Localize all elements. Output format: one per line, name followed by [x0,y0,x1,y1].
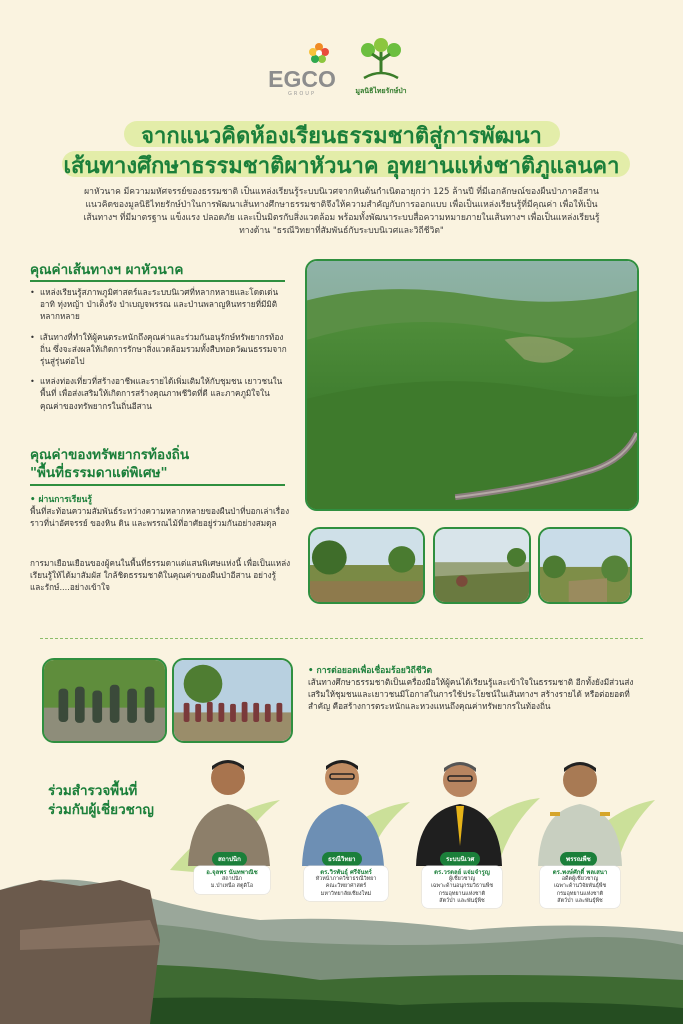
expert-role-badge: ระบบนิเวศ [440,852,480,866]
section3-subhead: • การต่อยอดเพื่อเชื่อมร้อยวิถีชีวิต [308,666,433,676]
expert-name-card [540,866,620,908]
field-photo [433,527,531,604]
section2-title-line2: "พื้นที่ธรรมดาแต่พิเศษ" [30,465,168,481]
expert-desc: สัตว์ป่า และพันธุ์พืช [439,897,485,904]
list-item: • เส้นทางที่ทำให้ผู้คนตระหนักถึงคุณค่าและร่วมกันอนุรักษ์ทรัพยากรท้องถิ่น ซึ่งจะส่งผลให้เกิดการรักษาสิ่งแวดล้อมรวมทั้งสืบทอดวัฒนธรรมจากรุ่นสู่รุ่นต่อไป [30,331,292,368]
thairakpa-logo [344,38,418,100]
aerial-forest-photo [305,259,639,511]
expert-desc: มหาวิทยาลัยเชียงใหม่ [320,890,372,897]
expert-name-card [304,866,388,901]
experts-title-line2: ร่วมกับผู้เชี่ยวชาญ [48,802,154,818]
field-photo [538,527,632,604]
expert-portrait [534,756,626,866]
expert-card [184,756,276,906]
section2-title-line1: คุณค่าของทรัพยากรท้องถิ่น [30,447,190,463]
expert-card [298,756,390,906]
expert-desc: กรมอุทยานแห่งชาติ [438,890,486,897]
list-item: • แหล่งท่องเที่ยวที่สร้างอาชีพและรายได้เพิ่มเติมให้กับชุมชน เยาวชนในพื้นที่ เพื่อส่งเสริมให้เกิดการสร้างคุณภาพชีวิตที่ดี และภาคภูมิใจในคุณค่าของทรัพยากรในถิ่นอีสาน [30,375,292,412]
expert-name: ดร.พงษ์ศักดิ์ พลเสนา [552,869,608,876]
expert-name-card [422,866,502,908]
experts-title-line1: ร่วมสำรวจพื้นที่ [48,783,138,799]
expert-desc: หัวหน้าภาควิชาธรณีวิทยา [315,876,377,883]
expert-portrait [412,756,506,866]
expert-portrait [298,756,390,866]
expert-desc: อดีตผู้เชี่ยวชาญ [561,876,599,883]
section-divider [30,280,285,282]
section2-paragraph2: การมาเยือนเยือนของผู้คนในพื้นที่ธรรมดาแต่แสนพิเศษแห่งนี้ เพื่อเป็นแหล่งเรียนรู้ให้ได้มาสัมผัส ใกล้ชิดธรรมชาติในคุณค่าของผืนป่าอีสาน อย่างรู้ และรักษ์....อย่างเข้าใจ [30,558,291,593]
page-title-line2: เส้นทางศึกษาธรรมชาติผาหัวนาค อุทยานแห่งชาติภูแลนคา [63,154,620,179]
expert-desc: กรมอุทยานแห่งชาติ [556,890,604,897]
section2-paragraph1: พื้นที่สะท้อนความสัมพันธ์ระหว่างความหลากหลายของผืนป่าที่บอกเล่าเรื่องราวที่น่าอัศจรรย์ ของหิน ดิน และพรรณไม้ที่อาศัยอยู่ร่วมกันอย่างสมดุล [30,506,290,529]
section1-bullets [30,286,292,420]
section1-title: คุณค่าเส้นทางฯ ผาหัวนาค [30,262,184,278]
expert-desc: ผู้เชี่ยวชาญ [448,876,476,883]
intro-paragraph: ผาหัวนาค มีความมหัศจรรย์ของธรรมชาติ เป็นแหล่งเรียนรู้ระบบนิเวศจากหินต้นกำเนิดอายุกว่า 125 ล้านปี ที่มีเอกลักษณ์ของผืนป่าภาคอีสาน แนวคิดของมูลนิธิไทยรักษ์ป่าในการพัฒนาเส้นทางศึกษาธรรมชาติจึงให้ความสำคัญกับการออกแบบ เพื่อเป็นแหล่งเรียนรู้ที่มีคุณค่า เพื่อให้เป็นเส้นทางฯ ที่มีมาตรฐาน แข็งแรง ปลอดภัย และเป็นมิตรกับสิ่งแวดล้อม พร้อมทั้งพัฒนาระบบสื่อความหมายภายในเส้นทางฯ เพื่อเป็นแหล่งเรียนรู้ทางด้าน "ธรณีวิทยาที่สัมพันธ์กับระบบนิเวศและวิถีชีวิต" [83,187,600,236]
expert-desc: สัตว์ป่า และพันธุ์พืช [557,897,603,904]
expert-role-badge: พรรณพืช [560,852,597,866]
tree-icon [358,38,404,82]
expert-card [412,756,506,916]
expert-name: ดร.วิรพันธุ์ ศรีจันทร์ [320,869,372,876]
expert-desc: ม.ป่าเหนือ สตูดิโอ [210,883,254,890]
expert-name: อ.จุลพร นันทพาณิช [206,869,258,876]
group-photo [42,658,167,743]
section2-subhead: • ผ่านการเรียนรู้ [30,495,92,505]
page-title-line1: จากแนวคิดห้องเรียนธรรมชาติสู่การพัฒนา [141,124,542,149]
egco-logo [266,42,338,100]
expert-desc: คณะวิทยาศาสตร์ [325,883,367,890]
dashed-divider [40,638,643,639]
expert-desc: สถาปนิก [222,876,242,883]
egco-group-text: GROUP [288,91,316,97]
expert-role-badge: ธรณีวิทยา [322,852,362,866]
foundation-name: มูลนิธิไทยรักษ์ป่า [355,87,407,95]
expert-desc: เฉพาะด้านวิจัยพันธุ์พืช [553,883,607,890]
expert-card [534,756,626,916]
egco-wordmark: EGCO [268,66,336,92]
expert-name-card [194,866,270,894]
section3-paragraph: เส้นทางศึกษาธรรมชาติเป็นเครื่องมือให้ผู้คนได้เรียนรู้และเข้าใจในธรรมชาติ อีกทั้งยังมีส่วนส่งเสริมให้ชุมชนและเยาวชนมีโอกาสในการใช้ประโยชน์ในเส้นทางฯ สร้างรายได้ หรือต่อยอดที่สำคัญ คือสร้างการตระหนักและหวงแหนถึงคุณค่าทรัพยากรในท้องถิ่น [308,677,634,712]
list-item: • แหล่งเรียนรู้สภาพภูมิศาสตร์และระบบนิเวศที่หลากหลายและโดดเด่น อาทิ ทุ่งหญ้า ป่าเต็งรัง ป่าเบญจพรรณ และป่านพลาญหินทรายที่มีมิติหลากหลาย [30,286,292,323]
field-photo [308,527,425,604]
expert-name: ดร.วรดลย์ แจ่มจำรูญ [434,869,490,876]
group-photo [172,658,293,743]
expert-desc: เฉพาะด้านอนุกรมวิธานพืช [430,883,494,890]
expert-portrait [184,756,276,866]
expert-role-badge: สถาปนิก [212,852,247,866]
logo-bar [0,38,683,100]
egco-flower-icon [308,42,330,64]
section-divider [30,484,285,486]
